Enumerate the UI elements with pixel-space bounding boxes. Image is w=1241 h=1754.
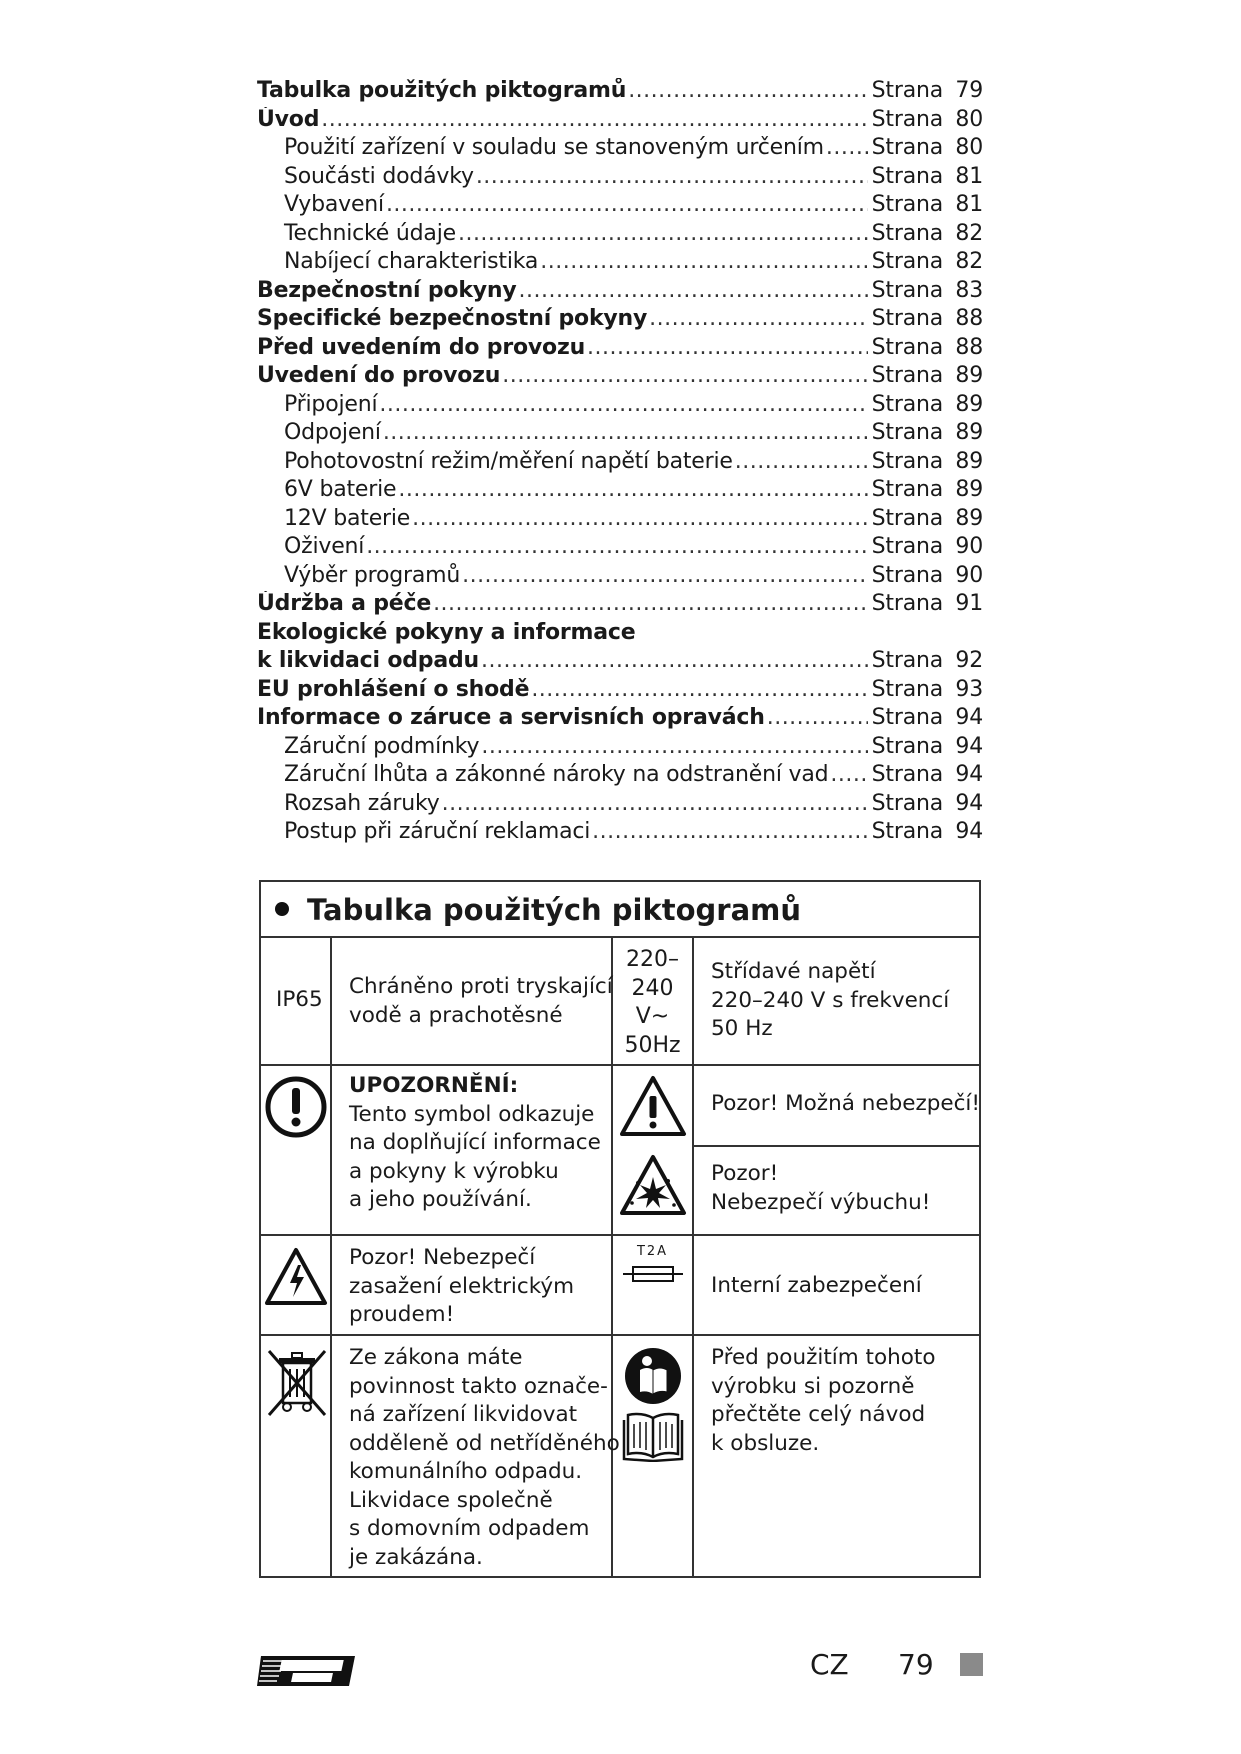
toc-entry-page: 89 <box>955 420 983 445</box>
open-book-icon <box>622 1410 684 1462</box>
electric-description: Pozor! Nebezpečí zasažení elektrickým proudem! <box>349 1245 575 1327</box>
toc-entry <box>257 563 983 592</box>
toc-entry-title: Odpojení <box>284 420 381 445</box>
page-number: 79 <box>898 1648 934 1681</box>
toc-entry-strana: Strana <box>871 220 943 246</box>
toc-entry-title: Ekologické pokyny a informace <box>257 619 636 645</box>
toc-entry-title: EU prohlášení o shodě <box>257 676 530 702</box>
toc-entry <box>257 221 983 250</box>
toc-entry-strana: Strana <box>871 676 943 702</box>
toc-entry-strana: Strana <box>871 705 943 730</box>
toc-entry <box>257 420 983 449</box>
fuse-label: T2A <box>636 1244 669 1259</box>
toc-dot-leader <box>481 734 867 759</box>
toc-entry <box>257 534 983 563</box>
toc-entry-title: Použití zařízení v souladu se stanoveným určením <box>284 135 824 160</box>
toc-dot-leader <box>830 762 867 787</box>
table-of-contents <box>257 78 983 848</box>
toc-entry-title: Záruční podmínky <box>284 733 480 759</box>
toc-entry <box>257 620 983 649</box>
fuse-icon <box>623 1264 683 1284</box>
toc-entry-page: 89 <box>955 391 983 417</box>
toc-dot-leader <box>481 648 868 673</box>
toc-dot-leader <box>433 591 868 616</box>
toc-dot-leader <box>458 221 868 246</box>
language-code: CZ <box>810 1648 849 1681</box>
pictogram-table-heading: Tabulka použitých piktogramů <box>261 882 979 938</box>
ip65-symbol: IP65 <box>276 987 323 1012</box>
toc-entry-strana: Strana <box>871 420 943 445</box>
page-footer <box>0 1640 1241 1700</box>
voltage-description: Střídavé napětí 220–240 V s frekvencí 50 Hz <box>711 959 950 1041</box>
ip65-description: Chráněno proti tryskající vodě a prachotěsné <box>349 974 613 1028</box>
toc-dot-leader <box>379 392 867 417</box>
toc-entry-page: 91 <box>955 591 983 616</box>
toc-entry-page: 93 <box>955 676 983 702</box>
toc-dot-leader <box>587 335 868 360</box>
toc-entry-strana: Strana <box>871 762 943 787</box>
toc-dot-leader <box>412 506 868 531</box>
toc-dot-leader <box>462 563 868 588</box>
toc-entry-page: 80 <box>955 106 983 132</box>
toc-dot-leader <box>531 677 867 702</box>
toc-entry-page: 92 <box>955 648 983 673</box>
toc-entry-title: Údržba a péče <box>257 591 432 616</box>
page-marker-square <box>960 1653 983 1676</box>
toc-entry-strana: Strana <box>871 477 943 502</box>
explosion-description: Pozor! Nebezpečí výbuchu! <box>711 1161 931 1215</box>
toc-dot-leader <box>476 164 868 189</box>
toc-entry-title: Tabulka použitých piktogramů <box>257 78 627 103</box>
toc-entry-strana: Strana <box>871 819 943 844</box>
toc-entry-page: 88 <box>955 306 983 331</box>
toc-entry-page: 81 <box>955 163 983 189</box>
toc-entry-title: Bezpečnostní pokyny <box>257 277 517 303</box>
toc-entry <box>257 819 983 848</box>
toc-entry-page: 79 <box>955 78 983 103</box>
toc-entry <box>257 506 983 535</box>
toc-entry <box>257 449 983 478</box>
toc-entry-title: Vybavení <box>284 192 384 217</box>
fuse-description: Interní zabezpečení <box>711 1273 922 1298</box>
toc-entry-page: 82 <box>955 249 983 274</box>
toc-entry-strana: Strana <box>871 363 943 388</box>
toc-entry-page: 83 <box>955 277 983 303</box>
toc-entry <box>257 164 983 193</box>
toc-entry-title: Postup při záruční reklamaci <box>284 819 591 844</box>
toc-entry-page: 89 <box>955 363 983 388</box>
toc-entry-title: Připojení <box>284 391 378 417</box>
toc-entry-title: Před uvedením do provozu <box>257 334 586 360</box>
toc-entry <box>257 107 983 136</box>
toc-entry <box>257 335 983 364</box>
toc-entry-strana: Strana <box>871 562 943 588</box>
toc-entry <box>257 591 983 620</box>
toc-dot-leader <box>826 135 868 160</box>
toc-dot-leader <box>502 363 867 388</box>
toc-dot-leader <box>767 705 868 730</box>
toc-dot-leader <box>735 449 868 474</box>
danger-description: Pozor! Možná nebezpečí! <box>711 1091 981 1116</box>
crossed-bin-icon <box>265 1347 329 1419</box>
exclamation-circle-icon <box>263 1074 329 1140</box>
toc-entry-title: Rozsah záruky <box>284 790 440 816</box>
toc-entry-strana: Strana <box>871 78 943 103</box>
toc-entry <box>257 135 983 164</box>
toc-entry <box>257 677 983 706</box>
toc-dot-leader <box>649 306 868 331</box>
toc-entry <box>257 363 983 392</box>
toc-entry-strana: Strana <box>871 448 943 474</box>
toc-entry-page: 89 <box>955 448 983 474</box>
toc-entry-title: 6V baterie <box>284 477 397 502</box>
warning-description: UPOZORNĚNÍ: Tento symbol odkazuje na doplňující informace a pokyny k výrobku a jeho používání. <box>349 1073 601 1212</box>
toc-entry-title: Záruční lhůta a zákonné nároky na odstranění vad <box>284 762 829 787</box>
toc-entry <box>257 249 983 278</box>
toc-entry-strana: Strana <box>871 306 943 331</box>
toc-entry-title: Informace o záruce a servisních opravách <box>257 705 765 730</box>
toc-entry <box>257 278 983 307</box>
toc-entry-page: 89 <box>955 477 983 502</box>
toc-entry <box>257 78 983 107</box>
toc-entry-strana: Strana <box>871 733 943 759</box>
toc-entry <box>257 762 983 791</box>
bullet-icon <box>275 902 289 916</box>
read-manual-icon <box>622 1346 684 1406</box>
toc-entry-title: Specifické bezpečnostní pokyny <box>257 306 648 331</box>
toc-entry-strana: Strana <box>871 391 943 417</box>
toc-entry <box>257 392 983 421</box>
toc-entry-title: Úvod <box>257 106 320 132</box>
toc-entry-strana: Strana <box>871 534 943 559</box>
toc-entry-strana: Strana <box>871 334 943 360</box>
toc-dot-leader <box>442 791 868 816</box>
toc-entry-page: 80 <box>955 135 983 160</box>
toc-entry <box>257 791 983 820</box>
toc-entry-strana: Strana <box>871 648 943 673</box>
toc-dot-leader <box>628 78 867 103</box>
toc-dot-leader <box>540 249 867 274</box>
toc-dot-leader <box>321 107 867 132</box>
toc-entry-title: Pohotovostní režim/měření napětí baterie <box>284 448 733 474</box>
toc-entry-title: Nabíjecí charakteristika <box>284 249 539 274</box>
toc-entry-strana: Strana <box>871 106 943 132</box>
toc-entry <box>257 477 983 506</box>
toc-dot-leader <box>398 477 867 502</box>
toc-dot-leader <box>383 420 868 445</box>
toc-entry-strana: Strana <box>871 277 943 303</box>
toc-entry-strana: Strana <box>871 192 943 217</box>
manual-description: Před použitím tohoto výrobku si pozorně přečtěte celý návod k obsluze. <box>711 1345 936 1456</box>
toc-entry-title: Výběr programů <box>284 562 461 588</box>
toc-entry-page: 94 <box>955 790 983 816</box>
warning-triangle-icon <box>618 1074 688 1138</box>
toc-entry-page: 94 <box>955 705 983 730</box>
toc-entry-title: Technické údaje <box>284 220 456 246</box>
toc-entry-title: Uvedení do provozu <box>257 363 501 388</box>
toc-entry-page: 90 <box>955 534 983 559</box>
toc-entry-strana: Strana <box>871 591 943 616</box>
toc-entry-title: 12V baterie <box>284 505 411 531</box>
toc-dot-leader <box>592 819 867 844</box>
toc-entry-title: Oživení <box>284 534 365 559</box>
explosion-icon <box>618 1153 688 1217</box>
toc-entry <box>257 734 983 763</box>
toc-entry-page: 94 <box>955 819 983 844</box>
disposal-description: Ze zákona máte povinnost takto označe- ná zařízení likvidovat odděleně od netříděného komunálního odpadu. Likvidace společně s domovním odpadem je zakázána. <box>349 1345 620 1570</box>
toc-entry <box>257 306 983 335</box>
toc-entry-page: 94 <box>955 733 983 759</box>
toc-dot-leader <box>519 278 868 303</box>
toc-entry-page: 82 <box>955 220 983 246</box>
toc-entry <box>257 705 983 734</box>
toc-entry-strana: Strana <box>871 135 943 160</box>
toc-entry-title: Součásti dodávky <box>284 163 474 189</box>
voltage-symbol: 220– 240 V~ 50Hz <box>624 947 681 1058</box>
toc-dot-leader <box>366 534 867 559</box>
toc-entry <box>257 192 983 221</box>
toc-entry-page: 88 <box>955 334 983 360</box>
toc-entry-strana: Strana <box>871 249 943 274</box>
toc-entry-page: 90 <box>955 562 983 588</box>
ultimate-speed-logo <box>257 1654 357 1688</box>
toc-entry-strana: Strana <box>871 163 943 189</box>
toc-entry-page: 81 <box>955 192 983 217</box>
toc-entry-page: 94 <box>955 762 983 787</box>
toc-entry-strana: Strana <box>871 505 943 531</box>
toc-entry-title: k likvidaci odpadu <box>257 648 479 673</box>
toc-entry-strana: Strana <box>871 790 943 816</box>
pictogram-table <box>259 880 981 1578</box>
toc-entry <box>257 648 983 677</box>
electric-shock-icon <box>264 1247 328 1307</box>
toc-entry-page: 89 <box>955 505 983 531</box>
toc-dot-leader <box>386 192 868 217</box>
